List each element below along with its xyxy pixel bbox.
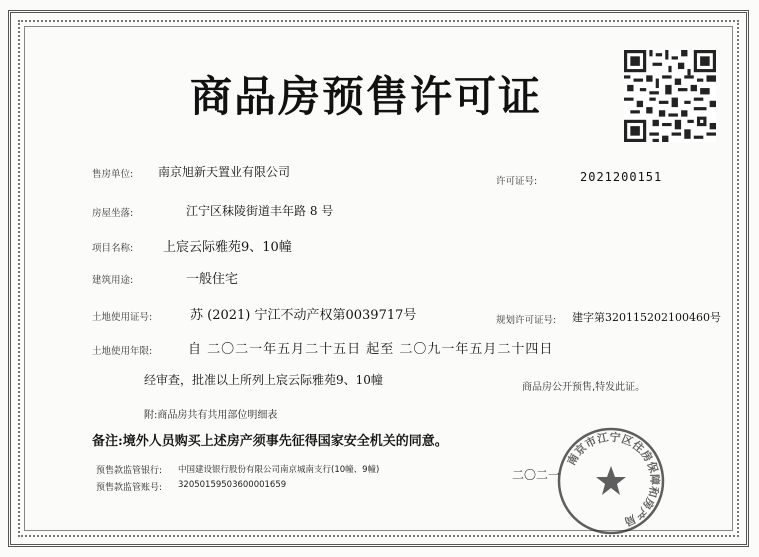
approval-right: 商品房公开预售,特发此证。	[522, 382, 646, 393]
land-cert-label: 土地使用证号:	[92, 312, 153, 323]
usage-label: 建筑用途:	[92, 275, 134, 286]
official-seal-icon	[556, 426, 666, 536]
plan-permit-value: 建字第320115202100460号	[572, 311, 721, 324]
permit-number: 2021200151	[580, 170, 663, 184]
svg-text:南京市江宁区住房保障和房产局: 南京市江宁区住房保障和房产局	[564, 430, 662, 529]
land-term-label: 土地使用年限:	[92, 346, 153, 357]
attachment-text: 附:商品房共有共用部位明细表	[144, 410, 278, 421]
project-value: 上宸云际雅苑9、10幢	[163, 240, 292, 255]
qr-code-icon	[624, 50, 716, 142]
note-text: 备注:境外人员购买上述房产须事先征得国家安全机关的同意。	[92, 434, 448, 449]
project-label: 项目名称:	[92, 243, 134, 254]
location-value: 江宁区秣陵街道丰年路 8 号	[186, 204, 334, 218]
seller-value: 南京旭新天置业有限公司	[158, 165, 291, 179]
plan-permit-label: 规划许可证号:	[496, 315, 557, 326]
issue-date: 二〇二一	[512, 468, 561, 482]
permit-label: 许可证号:	[496, 176, 538, 187]
certificate-title: 商品房预售许可证	[190, 72, 543, 121]
bank-label: 预售款监管银行:	[96, 466, 163, 476]
location-label: 房屋坐落:	[92, 208, 134, 219]
land-cert-value: 苏 (2021) 宁江不动产权第0039717号	[190, 308, 417, 323]
usage-value: 一般住宅	[186, 272, 239, 287]
account-label: 预售款监管账号:	[96, 483, 163, 493]
approval-text: 经审查，批准以上所列上宸云际雅苑9、10幢	[144, 373, 383, 387]
land-term-value: 自 二〇二一年五月二十五日 起至 二〇九一年五月二十四日	[188, 342, 554, 357]
bank-value: 中国建设银行股份有限公司南京城南支行(10幢、9幢)	[178, 465, 380, 475]
account-value: 32050159503600001659	[178, 480, 287, 490]
seller-label: 售房单位:	[92, 169, 134, 180]
